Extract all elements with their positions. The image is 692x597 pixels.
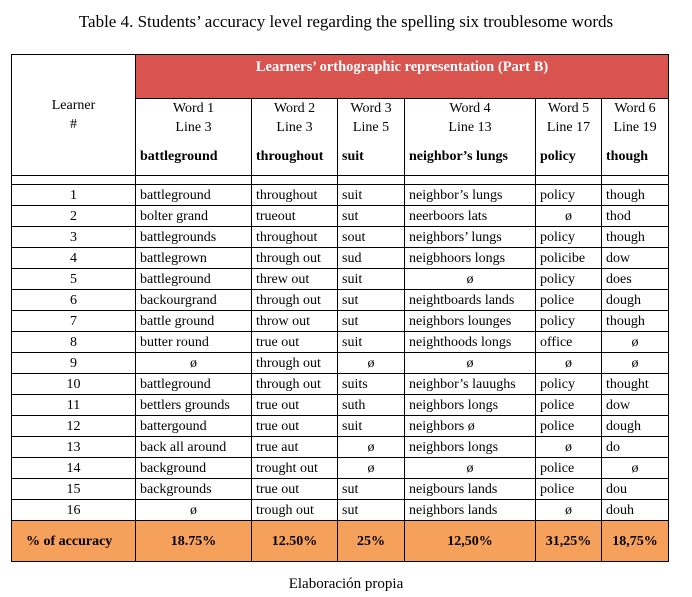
spelling-cell: neighthoods longs: [405, 332, 536, 353]
spelling-cell: true out: [252, 395, 338, 416]
spelling-cell: throughout: [252, 227, 338, 248]
spelling-cell: policy: [536, 185, 602, 206]
spelling-cell: ø: [536, 437, 602, 458]
spelling-cell: sut: [338, 500, 405, 521]
learner-number: 13: [12, 437, 136, 458]
spelling-cell: throughout: [252, 185, 338, 206]
spelling-cell: dou: [602, 479, 669, 500]
spelling-cell: ø: [536, 500, 602, 521]
spelling-cell: suits: [338, 374, 405, 395]
table-source: Elaboración propia: [288, 576, 404, 592]
spelling-cell: battle ground: [136, 311, 252, 332]
spelling-cell: ø: [338, 458, 405, 479]
spelling-cell: sut: [338, 206, 405, 227]
spelling-cell: police: [536, 479, 602, 500]
learner-number: 14: [12, 458, 136, 479]
spelling-cell: neighbors’ lungs: [405, 227, 536, 248]
learner-number: 1: [12, 185, 136, 206]
spelling-cell: sout: [338, 227, 405, 248]
spelling-cell: ø: [536, 353, 602, 374]
table-row: [12, 332, 669, 353]
spelling-cell: police: [536, 416, 602, 437]
accuracy-value: 12,50%: [405, 521, 536, 562]
learner-number: 7: [12, 311, 136, 332]
spelling-cell: policibe: [536, 248, 602, 269]
spelling-cell: dough: [602, 416, 669, 437]
spelling-cell: neighbors longs: [405, 437, 536, 458]
learner-number: 9: [12, 353, 136, 374]
spelling-cell: battleground: [136, 374, 252, 395]
target-word-header: neighbor’s lungs: [405, 137, 536, 176]
spelling-cell: through out: [252, 374, 338, 395]
spelling-cell: neighbors lands: [405, 500, 536, 521]
spelling-cell: ø: [602, 353, 669, 374]
spelling-cell: ø: [136, 353, 252, 374]
table-row: [12, 374, 669, 395]
table-row: [12, 395, 669, 416]
spelling-accuracy-table: [11, 54, 669, 562]
word-header: Word 5: [536, 99, 602, 119]
word-header: Word 3: [338, 99, 405, 119]
target-word-header: suit: [338, 137, 405, 176]
spelling-cell: battleground: [136, 269, 252, 290]
word-header: Word 4: [405, 99, 536, 119]
learner-number: 4: [12, 248, 136, 269]
line-header: Line 3: [252, 118, 338, 137]
table-row: [12, 437, 669, 458]
spelling-cell: thought: [602, 374, 669, 395]
learner-header-hash: #: [70, 117, 77, 132]
spelling-cell: neerboors lats: [405, 206, 536, 227]
accuracy-value: 31,25%: [536, 521, 602, 562]
spelling-cell: battlegrounds: [136, 227, 252, 248]
learner-number: 2: [12, 206, 136, 227]
spelling-cell: threw out: [252, 269, 338, 290]
word-header: Word 6: [602, 99, 669, 119]
part-b-banner: Learners’ orthographic representation (Part B): [136, 55, 669, 99]
spelling-cell: dow: [602, 248, 669, 269]
spelling-cell: through out: [252, 290, 338, 311]
spelling-cell: backgrounds: [136, 479, 252, 500]
target-word-header: battleground: [136, 137, 252, 176]
spelling-cell: policy: [536, 311, 602, 332]
target-word-header: though: [602, 137, 669, 176]
table-row: [12, 311, 669, 332]
spelling-cell: thod: [602, 206, 669, 227]
learner-number: 10: [12, 374, 136, 395]
spelling-cell: dow: [602, 395, 669, 416]
spelling-cell: suit: [338, 416, 405, 437]
spelling-cell: does: [602, 269, 669, 290]
table-row: [12, 458, 669, 479]
accuracy-value: 18.75%: [136, 521, 252, 562]
spelling-cell: trought out: [252, 458, 338, 479]
spelling-cell: ø: [536, 206, 602, 227]
spelling-cell: suit: [338, 269, 405, 290]
spelling-cell: do: [602, 437, 669, 458]
table-row: [12, 269, 669, 290]
spelling-cell: suit: [338, 332, 405, 353]
header-spacer-row: [12, 176, 669, 185]
table-row: [12, 206, 669, 227]
spelling-cell: background: [136, 458, 252, 479]
learner-number: 12: [12, 416, 136, 437]
spelling-cell: neighbor’s lungs: [405, 185, 536, 206]
spelling-cell: neighbors lounges: [405, 311, 536, 332]
spelling-cell: true out: [252, 332, 338, 353]
spelling-cell: battergound: [136, 416, 252, 437]
table-row: [12, 479, 669, 500]
spelling-cell: throw out: [252, 311, 338, 332]
table-row: [12, 353, 669, 374]
spelling-cell: battleground: [136, 185, 252, 206]
learner-number: 16: [12, 500, 136, 521]
spelling-cell: ø: [405, 269, 536, 290]
spelling-cell: ø: [405, 353, 536, 374]
spelling-cell: bolter grand: [136, 206, 252, 227]
table-row: [12, 416, 669, 437]
spelling-cell: trueout: [252, 206, 338, 227]
spelling-cell: though: [602, 227, 669, 248]
table-row: [12, 185, 669, 206]
line-header: Line 5: [338, 118, 405, 137]
table-caption: Table 4. Students’ accuracy level regarding the spelling six troublesome words: [78, 12, 614, 31]
spelling-cell: bettlers grounds: [136, 395, 252, 416]
table-row: [12, 248, 669, 269]
spelling-cell: ø: [405, 458, 536, 479]
spelling-cell: suth: [338, 395, 405, 416]
spelling-cell: backourgrand: [136, 290, 252, 311]
spelling-cell: sut: [338, 290, 405, 311]
spelling-cell: ø: [338, 437, 405, 458]
spelling-cell: ø: [602, 332, 669, 353]
spelling-cell: dough: [602, 290, 669, 311]
spelling-cell: through out: [252, 248, 338, 269]
table-row: [12, 227, 669, 248]
spelling-cell: suit: [338, 185, 405, 206]
spelling-cell: policy: [536, 227, 602, 248]
spelling-cell: battlegrown: [136, 248, 252, 269]
learner-number: 3: [12, 227, 136, 248]
line-header: Line 19: [602, 118, 669, 137]
spelling-cell: through out: [252, 353, 338, 374]
spelling-cell: neightboards lands: [405, 290, 536, 311]
learner-number: 15: [12, 479, 136, 500]
spelling-cell: sut: [338, 479, 405, 500]
accuracy-row: [12, 521, 669, 562]
spelling-cell: ø: [338, 353, 405, 374]
learner-number: 6: [12, 290, 136, 311]
learner-header-label: Learner: [51, 98, 96, 113]
spelling-cell: ø: [136, 500, 252, 521]
spelling-cell: office: [536, 332, 602, 353]
spelling-cell: true out: [252, 479, 338, 500]
line-header: Line 3: [136, 118, 252, 137]
spelling-cell: though: [602, 311, 669, 332]
spelling-cell: sut: [338, 311, 405, 332]
accuracy-value: 12.50%: [252, 521, 338, 562]
spelling-cell: true out: [252, 416, 338, 437]
spelling-cell: neigbours lands: [405, 479, 536, 500]
line-header: Line 13: [405, 118, 536, 137]
learner-number: 5: [12, 269, 136, 290]
spelling-cell: ø: [602, 458, 669, 479]
spelling-cell: police: [536, 458, 602, 479]
target-word-header: throughout: [252, 137, 338, 176]
spelling-cell: sud: [338, 248, 405, 269]
word-header: Word 1: [136, 99, 252, 119]
spelling-cell: trough out: [252, 500, 338, 521]
spelling-cell: neigbhoors longs: [405, 248, 536, 269]
table-row: [12, 290, 669, 311]
spelling-cell: police: [536, 290, 602, 311]
table-row: [12, 500, 669, 521]
spelling-cell: douh: [602, 500, 669, 521]
spelling-cell: police: [536, 395, 602, 416]
learner-number: 11: [12, 395, 136, 416]
spelling-cell: butter round: [136, 332, 252, 353]
learner-number: 8: [12, 332, 136, 353]
spelling-cell: policy: [536, 374, 602, 395]
target-word-header: policy: [536, 137, 602, 176]
spelling-cell: back all around: [136, 437, 252, 458]
spelling-cell: neighbor’s lauughs: [405, 374, 536, 395]
spelling-cell: though: [602, 185, 669, 206]
word-header: Word 2: [252, 99, 338, 119]
accuracy-value: 18,75%: [602, 521, 669, 562]
line-header: Line 17: [536, 118, 602, 137]
accuracy-label: % of accuracy: [12, 521, 136, 562]
learner-column-header: [12, 55, 136, 176]
spelling-cell: true aut: [252, 437, 338, 458]
spelling-cell: neighbors longs: [405, 395, 536, 416]
accuracy-value: 25%: [338, 521, 405, 562]
spelling-cell: policy: [536, 269, 602, 290]
spelling-cell: neighbors ø: [405, 416, 536, 437]
